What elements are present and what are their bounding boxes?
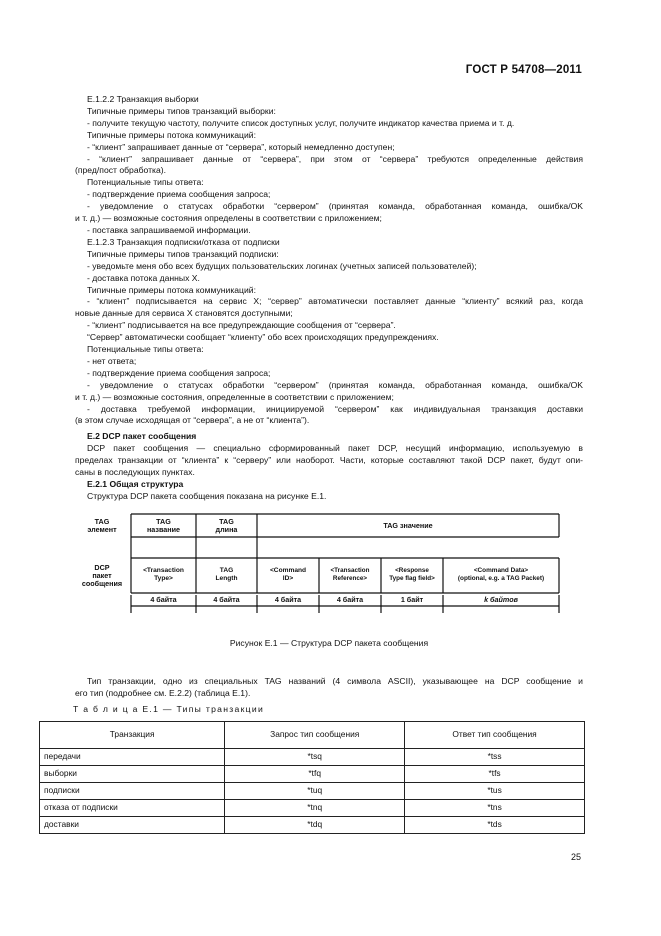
list-item: - “клиент” запрашивает данные от “сервера”, который немедленно доступен; (87, 141, 395, 152)
paragraph-line: Потенциальные типы ответа: (87, 344, 204, 355)
table-cell: *tdq (225, 817, 405, 834)
size-label: 4 байта (336, 594, 364, 604)
paragraph-line: Тип транзакции, одно из специальных TAG названий (4 символа ASCII), указывающее на DCP сообщение и (87, 675, 583, 686)
table-cell: *tuq (225, 783, 405, 800)
table-cell: *tsq (225, 749, 405, 766)
table-cell: *tss (405, 749, 585, 766)
table-header-cell: Ответ тип сообщения (405, 722, 585, 749)
row-label-dcp-packet: DCP пакет сообщения (81, 562, 123, 588)
field-tag-length: TAG Length (215, 566, 238, 583)
table-row (40, 817, 585, 834)
list-item: - доставка требуемой информации, инициируемой “сервером” как индивидуальная транзакция доставки (87, 403, 583, 414)
list-item-continuation: и т. д.) — возможные состояния, определенные в соответствии с приложением; (75, 391, 394, 402)
size-label: 1 байт (400, 594, 424, 604)
paragraph-line: DCP пакет сообщения — специально сформированный пакет DCP, несущий информацию, используемую в (87, 443, 583, 454)
standard-header: ГОСТ Р 54708—2011 (465, 64, 582, 76)
table-cell: *tns (405, 800, 585, 817)
paragraph-line: “Сервер” автоматически сообщает “клиенту” обо всех происходящих предупреждениях. (87, 332, 439, 343)
table-cell: *tus (405, 783, 585, 800)
table-cell: *tnq (225, 800, 405, 817)
table-header-cell: Транзакция (40, 722, 225, 749)
subsection-heading: E.1.2.2 Транзакция выборки (87, 94, 199, 104)
header-tag-value: TAG значение (383, 520, 433, 530)
figure-caption: Рисунок E.1 — Структура DCP пакета сообщения (229, 637, 429, 648)
list-item: - уведомление о статусах обработки “сервером” (принятая команда, обработанная команда, ошибка/OK (87, 201, 583, 212)
header-tag-length: TAG длина (215, 516, 238, 535)
table-cell: *tds (405, 817, 585, 834)
header-tag-name: TAG название (146, 516, 181, 535)
list-item-continuation: и т. д.) — возможные состояния определены в соответствии с приложением; (75, 213, 382, 224)
row-label-tag-element: TAG элемент (87, 516, 117, 535)
table-cell: *tfq (225, 766, 405, 783)
list-item: - “клиент” подписывается на сервис X; “сервер” автоматически поставляет данные “клиенту” всякий раз, когда (87, 296, 583, 307)
paragraph-line: Типичные примеры потока коммуникаций: (87, 129, 256, 140)
table-row (40, 766, 585, 783)
list-item: - “клиент” подписывается на все предупреждающие сообщения от “сервера”. (87, 320, 396, 331)
table-cell: выборки (40, 766, 225, 783)
list-item: - получите текущую частоту, получите список доступных услуг, получите индикатор качества приема и т. д. (87, 117, 515, 128)
list-item-continuation: новые данные для сервиса X становятся доступными; (75, 308, 293, 319)
paragraph-line: пределах транзакции от “клиента” к “серверу” или наоборот. Части, которые составляют такой DCP пакет, будут опи- (75, 455, 583, 466)
list-item: - уведомление о статусах обработки “сервером” (принятая команда, обработанная команда, ошибка/OK (87, 379, 583, 390)
field-command-id: <Command ID> (269, 566, 307, 583)
list-item: - доставка потока данных X. (87, 272, 200, 283)
subsection-title: E.2.1 Общая структура (87, 479, 184, 489)
table-row (40, 749, 585, 766)
field-command-data: <Command Data> (optional, e.g. a TAG Packet) (457, 566, 545, 583)
list-item: - “клиент” запрашивает данные от “сервера”, при этом от “сервера” требуются определенные действия (87, 153, 583, 164)
field-transaction-type: <Transaction Type> (143, 566, 184, 583)
size-label: 4 байта (274, 594, 302, 604)
subsection-heading: E.1.2.3 Транзакция подписки/отказа от подписки (87, 236, 280, 247)
list-item: - поставка запрашиваемой информации. (87, 224, 251, 235)
field-transaction-reference: <Transaction Reference> (330, 566, 370, 583)
transaction-types-table (39, 721, 585, 834)
size-label: 4 байта (213, 594, 240, 604)
table-title: Т а б л и ц а E.1 — Типы транзакции (73, 703, 265, 714)
paragraph-line: Потенциальные типы ответа: (87, 177, 204, 188)
size-label: k байтов (484, 594, 518, 604)
document-body (44, 94, 583, 834)
paragraph-line: саны в последующих пунктах. (75, 467, 195, 478)
section-title: E.2 DCP пакет сообщения (87, 431, 197, 442)
paragraph-line: Типичные примеры типов транзакций выборки: (87, 105, 276, 116)
list-item: - подтверждение приема сообщения запроса; (87, 189, 271, 200)
table-cell: подписки (40, 783, 225, 800)
paragraph-line: Типичные примеры потока коммуникаций: (87, 284, 256, 295)
list-item: - уведомьте меня обо всех будущих пользовательских логинах (учетных записей пользователей); (87, 260, 477, 271)
page-number: 25 (570, 852, 581, 862)
paragraph-line: его тип (подробнее см. E.2.2) (таблица E.1). (75, 687, 251, 698)
table-row (40, 800, 585, 817)
paragraph-line: Структура DCP пакета сообщения показана на рисунке E.1. (87, 490, 327, 501)
table-cell: отказа от подписки (40, 800, 225, 817)
list-item: - подтверждение приема сообщения запроса; (87, 367, 271, 378)
table-row (40, 783, 585, 800)
table-cell: передачи (40, 749, 225, 766)
list-item-continuation: (пред/пост обработка). (75, 165, 167, 176)
list-item: - нет ответа; (87, 355, 137, 366)
table-cell: *tfs (405, 766, 585, 783)
table-header-row (40, 722, 585, 749)
list-item-continuation: (в этом случае исходящая от “сервера”, а не от “клиента”). (75, 415, 310, 426)
table-header-cell: Запрос тип сообщения (225, 722, 405, 749)
field-response-type-flag: <Response Type flag field> (389, 566, 435, 583)
table-cell: доставки (40, 817, 225, 834)
paragraph-line: Типичные примеры типов транзакций подписки: (87, 248, 279, 259)
dcp-packet-figure (75, 510, 583, 626)
size-label: 4 байта (150, 594, 177, 604)
